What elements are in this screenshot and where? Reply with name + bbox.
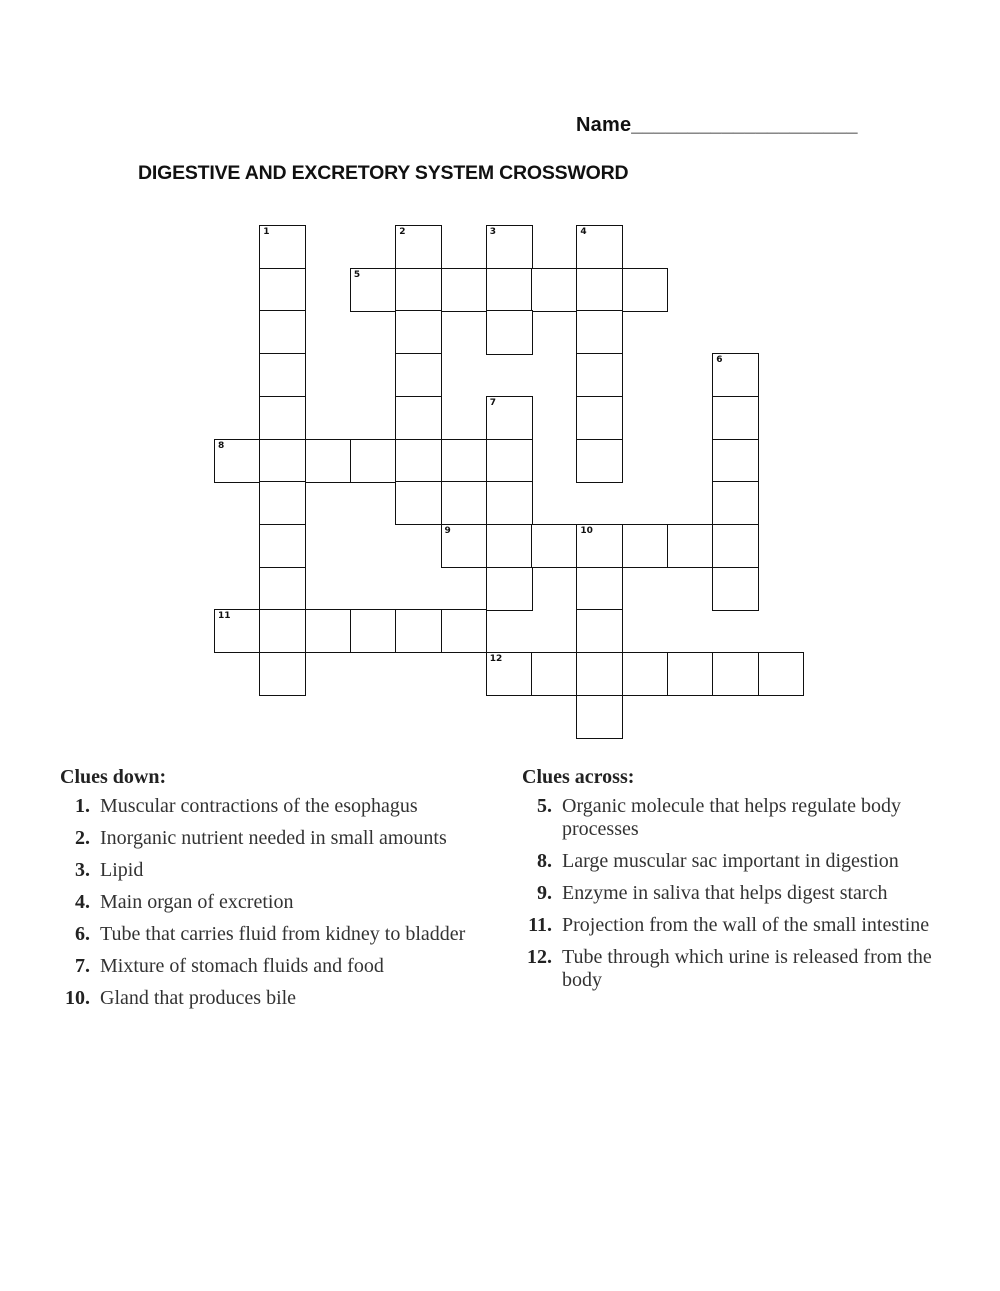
clue-down-item — [60, 795, 500, 818]
crossword-cell[interactable] — [486, 481, 533, 525]
clue-number: 8. — [537, 850, 552, 872]
cell-number: 5 — [353, 269, 361, 280]
cell-number: 10 — [580, 525, 593, 536]
crossword-cell[interactable] — [395, 609, 442, 653]
crossword-cell[interactable] — [259, 567, 306, 611]
crossword-cell[interactable] — [576, 310, 623, 354]
crossword-cell[interactable] — [486, 310, 533, 354]
clue-across-item — [522, 795, 972, 841]
crossword-cell-11[interactable] — [214, 609, 261, 653]
clues-across-section — [522, 766, 972, 1001]
crossword-cell[interactable] — [259, 481, 306, 525]
crossword-cell[interactable] — [441, 439, 488, 483]
crossword-cell[interactable] — [486, 567, 533, 611]
clue-number: 5. — [537, 795, 552, 817]
clue-number: 11. — [528, 914, 552, 936]
crossword-cell[interactable] — [395, 353, 442, 397]
crossword-cell[interactable] — [395, 439, 442, 483]
crossword-cell[interactable] — [259, 310, 306, 354]
page-title: DIGESTIVE AND EXCRETORY SYSTEM CROSSWORD — [138, 162, 629, 184]
crossword-cell[interactable] — [531, 268, 578, 312]
clue-text: Tube that carries fluid from kidney to bladder — [100, 923, 466, 945]
crossword-cell[interactable] — [395, 481, 442, 525]
clue-number: 10. — [65, 987, 90, 1009]
crossword-cell[interactable] — [305, 609, 352, 653]
clue-text: Inorganic nutrient needed in small amounts — [100, 827, 447, 849]
crossword-cell[interactable] — [712, 567, 759, 611]
crossword-cell[interactable] — [712, 396, 759, 440]
crossword-cell[interactable] — [441, 481, 488, 525]
clue-text: Large muscular sac important in digestion — [562, 850, 899, 872]
crossword-cell[interactable] — [305, 439, 352, 483]
crossword-cell[interactable] — [486, 439, 533, 483]
clue-text: Enzyme in saliva that helps digest starch — [562, 882, 888, 904]
crossword-cell[interactable] — [576, 695, 623, 739]
crossword-cell[interactable] — [576, 609, 623, 653]
clue-number: 4. — [75, 891, 90, 913]
clue-text: Tube through which urine is released from the body — [562, 946, 932, 991]
crossword-cell[interactable] — [576, 396, 623, 440]
crossword-cell[interactable] — [259, 652, 306, 696]
cell-number: 8 — [218, 440, 225, 451]
crossword-cell[interactable] — [712, 652, 759, 696]
cell-number: 7 — [489, 397, 497, 408]
crossword-cell[interactable] — [259, 353, 306, 397]
clue-across-item — [522, 914, 972, 937]
crossword-cell-4[interactable] — [576, 225, 623, 269]
crossword-cell[interactable] — [441, 268, 488, 312]
clues-down-section — [60, 766, 500, 1019]
crossword-cell-9[interactable] — [441, 524, 488, 568]
crossword-cell[interactable] — [576, 652, 623, 696]
clues-across-heading: Clues across: — [522, 766, 635, 788]
crossword-cell[interactable] — [712, 439, 759, 483]
crossword-cell-8[interactable] — [214, 439, 261, 483]
crossword-cell-2[interactable] — [395, 225, 442, 269]
crossword-cell[interactable] — [622, 524, 669, 568]
clue-text: Projection from the wall of the small intestine — [562, 914, 930, 936]
cell-number: 9 — [444, 525, 451, 536]
crossword-cell[interactable] — [531, 524, 578, 568]
clue-text: Gland that produces bile — [100, 987, 297, 1009]
crossword-cell[interactable] — [576, 268, 623, 312]
cell-number: 1 — [263, 227, 270, 237]
clue-across-item — [522, 946, 972, 992]
clue-down-item — [60, 955, 500, 978]
clue-text: Organic molecule that helps regulate body processes — [562, 795, 901, 840]
crossword-cell[interactable] — [622, 268, 669, 312]
cell-number: 11 — [218, 611, 231, 622]
crossword-cell[interactable] — [395, 310, 442, 354]
clue-across-item — [522, 882, 972, 905]
cell-number: 6 — [716, 355, 723, 366]
crossword-cell[interactable] — [758, 652, 805, 696]
crossword-cell[interactable] — [395, 268, 442, 312]
crossword-cell-3[interactable] — [486, 225, 533, 269]
clue-down-item — [60, 891, 500, 914]
clue-text: Lipid — [100, 859, 144, 881]
crossword-cell[interactable] — [576, 353, 623, 397]
crossword-cell[interactable] — [441, 609, 488, 653]
crossword-cell-5[interactable] — [350, 268, 397, 312]
cell-number: 3 — [489, 227, 497, 237]
clue-text: Main organ of excretion — [100, 891, 294, 913]
clue-down-item — [60, 987, 500, 1010]
crossword-cell[interactable] — [259, 524, 306, 568]
clue-number: 2. — [75, 827, 90, 849]
crossword-cell[interactable] — [259, 439, 306, 483]
crossword-cell[interactable] — [395, 396, 442, 440]
clue-down-item — [60, 859, 500, 882]
crossword-cell[interactable] — [576, 567, 623, 611]
crossword-cell[interactable] — [259, 609, 306, 653]
cell-number: 2 — [399, 227, 406, 237]
clue-number: 9. — [537, 882, 552, 904]
crossword-cell[interactable] — [259, 396, 306, 440]
crossword-cell[interactable] — [350, 609, 397, 653]
clue-number: 7. — [75, 955, 90, 977]
clue-down-item — [60, 827, 500, 850]
crossword-cell-10[interactable] — [576, 524, 623, 568]
crossword-cell-7[interactable] — [486, 396, 533, 440]
crossword-cell[interactable] — [622, 652, 669, 696]
crossword-cell[interactable] — [350, 439, 397, 483]
crossword-cell-12[interactable] — [486, 652, 533, 696]
name-field[interactable]: Name____________________ — [576, 114, 858, 136]
clue-text: Muscular contractions of the esophagus — [100, 795, 418, 817]
clue-down-item — [60, 923, 500, 946]
clue-number: 1. — [75, 795, 90, 817]
crossword-cell[interactable] — [712, 524, 759, 568]
crossword-cell[interactable] — [486, 524, 533, 568]
cell-number: 4 — [580, 227, 587, 237]
clues-down-heading: Clues down: — [60, 766, 167, 788]
crossword-cell-6[interactable] — [712, 353, 759, 397]
clue-number: 6. — [75, 923, 90, 945]
crossword-cell[interactable] — [531, 652, 578, 696]
clue-number: 12. — [527, 946, 552, 968]
clue-across-item — [522, 850, 972, 873]
crossword-cell[interactable] — [259, 268, 306, 312]
crossword-cell[interactable] — [667, 524, 714, 568]
crossword-cell[interactable] — [667, 652, 714, 696]
crossword-cell[interactable] — [486, 268, 533, 312]
crossword-cell-1[interactable] — [259, 225, 306, 269]
cell-number: 12 — [489, 654, 503, 664]
crossword-cell[interactable] — [712, 481, 759, 525]
clue-text: Mixture of stomach fluids and food — [100, 955, 384, 977]
crossword-cell[interactable] — [576, 439, 623, 483]
clue-number: 3. — [75, 859, 90, 881]
